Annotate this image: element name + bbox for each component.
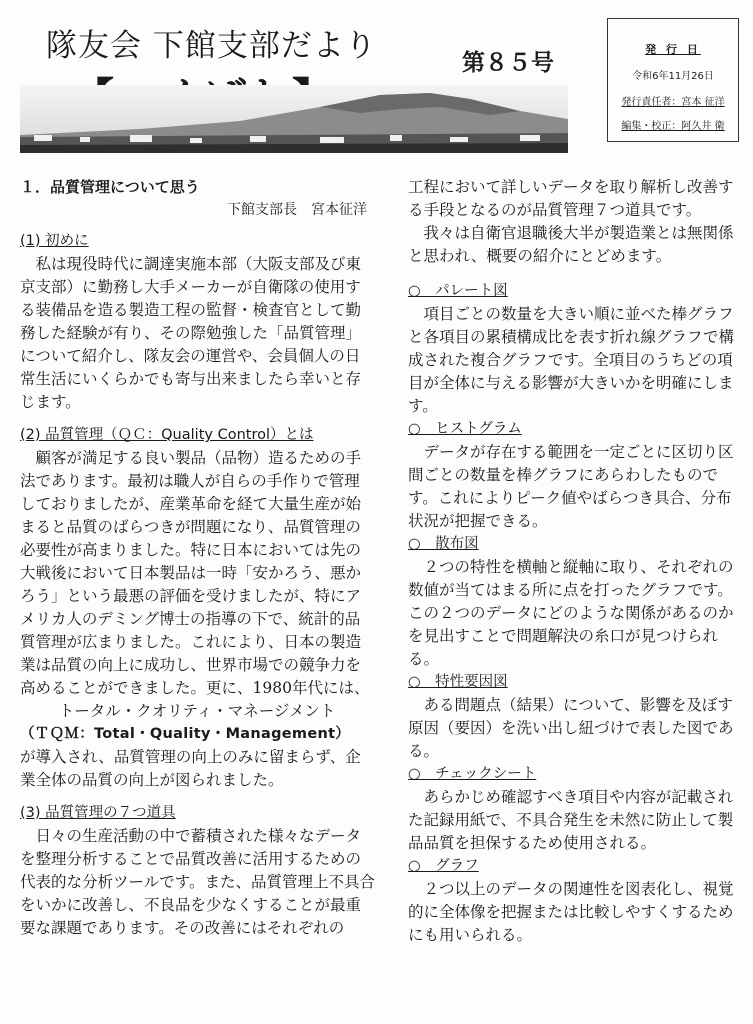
article-heading: １．品質管理について思う: [20, 178, 200, 196]
tool-title: ○ ヒストグラム: [408, 421, 522, 437]
editor: 編集・校正：阿久井 衛: [621, 121, 725, 132]
pub-date: 令和6年11月26日: [632, 71, 714, 82]
masthead-title: 隊友会 下館支部だより: [46, 28, 377, 64]
publication-info-box: [607, 18, 739, 142]
tool-item-graph: [408, 855, 738, 947]
right-column: [408, 176, 738, 947]
pub-date-label: 発 行 日: [645, 43, 701, 56]
tool-item-histogram: [408, 418, 738, 533]
tool-title: ○ パレート図: [408, 283, 508, 299]
tool-text: データが存在する範囲を一定ごとに区切り区間ごとの数量を棒グラフにあらわしたものです。これによりピーク値やばらつき具合、分布状況が把握できる。: [408, 443, 734, 530]
section-3-text: 日々の生産活動の中で蓄積された様々なデータを整理分析することで品質改善に活用するための代表的な分析ツールです。また、品質管理上不具合をいかに改善し、不良品を少なくすることが最重要な課題であります。その改善にはそれぞれの: [20, 827, 375, 937]
tqm-japanese: トータル・クオリティ・マネージメント: [58, 702, 336, 720]
tool-text: ある問題点（結果）について、影響を及ぼす原因（要因）を洗い出し紐づけで表した図である。: [408, 696, 734, 760]
mountain-photo-image: [20, 85, 568, 153]
tool-title: ○ 散布図: [408, 536, 479, 552]
tool-title: ○ チェックシート: [408, 766, 537, 782]
tool-text: ２つの特性を横軸と縦軸に取り、それぞれの数値が当てはまる所に点を打ったグラフです。この２つのデータにどのような関係があるのかを見出すことで問題解決の糸口が見つけられる。: [408, 558, 734, 668]
issue-number: 第８５号: [462, 50, 554, 76]
right-continuation-1: 工程において詳しいデータを取り解析し改善する手段となるのが品質管理７つ道具です。: [408, 178, 734, 219]
tool-item-fishbone: [408, 671, 738, 763]
section-2-heading: (2) 品質管理（ＱＣ：Quality Control）とは: [20, 427, 314, 443]
section-1-text: 私は現役時代に調達実施本部（大阪支部及び東京支部）に勤務し大手メーカーが自衛隊の使用する装備品を造る製造工程の監督・検査官として勤務した経験が有り、その際勉強した「品質管理」について紹介し、隊友会の運営や、会員個人の日常生活にいくらかでも寄与出来ましたら幸いと存じます。: [20, 255, 362, 411]
tool-item-checksheet: [408, 763, 738, 855]
article-author: 下館支部長 宮本征洋: [227, 202, 367, 218]
tool-title: ○ 特性要因図: [408, 674, 508, 690]
section-2-text-2: が導入され、品質管理の向上のみに留まらず、企業全体の品質の向上が図られました。: [20, 748, 361, 789]
tool-text: 項目ごとの数量を大きい順に並べた棒グラフと各項目の累積構成比を表す折れ線グラフで構成された複合グラフです。全項目のうちどの項目が全体に与える影響が大きいかを明確にします。: [408, 305, 734, 415]
section-1-heading: (1) 初めに: [20, 233, 89, 249]
right-continuation-2: 我々は自衛官退職後大半が製造業とは無関係と思われ、概要の紹介にとどめます。: [408, 224, 734, 265]
section-2-text-1: 顧客が満足する良い製品（品物）造るための手法であります。最初は職人が自らの手作りで管理しておりましたが、産業革命を経て大量生産が始まると品質のばらつきが問題になり、品質管理の必要性が高まりました。特に日本においては先の大戦後において日本製品は一時「安かろう、悪かろう」という最悪の評価を受けましたが、特にアメリカ人のデミング博士の指導の下で、統計的品質管理が広まりました。これにより、日本の製造業は品質の向上に成功し、世界市場での競争力を高めることができました。更に、1980年代には、: [20, 449, 370, 697]
publisher: 発行責任者：宮本 征洋: [621, 97, 725, 108]
tool-text: ２つ以上のデータの関連性を図表化し、視覚的に全体像を把握または比較しやすくするためにも用いられる。: [408, 880, 734, 944]
section-3-heading: (3) 品質管理の７つ道具: [20, 805, 176, 821]
tool-item-scatter: [408, 533, 738, 671]
tool-title: ○ グラフ: [408, 858, 479, 874]
bleed-through-texture: [30, 160, 590, 174]
left-column: [20, 176, 375, 940]
tqm-english: （ＴＱＭ：Total・Quality・Management）: [20, 726, 351, 742]
tool-text: あらかじめ確認すべき項目や内容が記載された記録用紙で、不具合発生を未然に防止して製品品質を担保するため使用される。: [408, 788, 734, 852]
tool-item-pareto: [408, 280, 738, 418]
